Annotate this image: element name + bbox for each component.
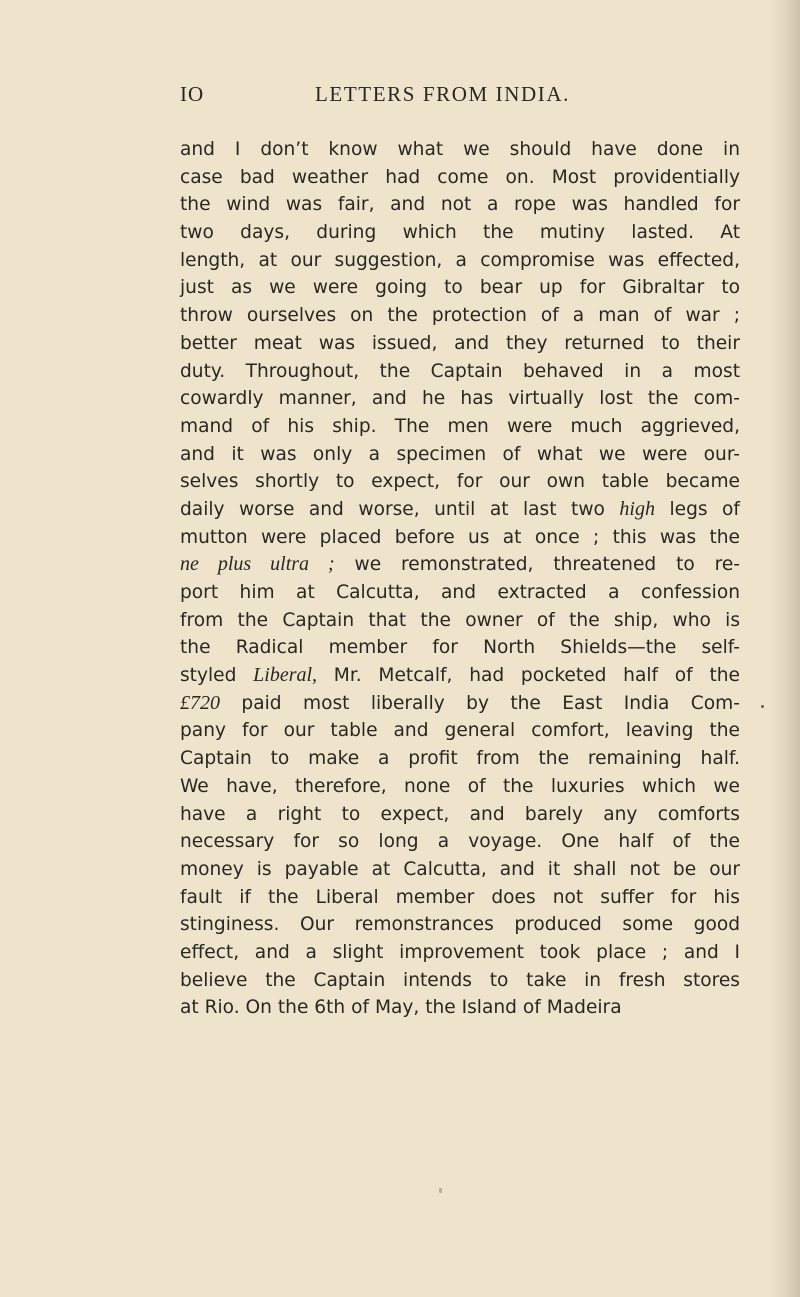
text-line: Captain to make a profit from the remaining half. bbox=[180, 748, 740, 770]
running-head bbox=[0, 82, 800, 112]
text-line: necessary for so long a voyage. One half of the bbox=[180, 831, 740, 853]
text-line bbox=[180, 551, 740, 579]
text-segment: daily worse and worse, until at last two bbox=[180, 498, 620, 520]
text-line: cowardly manner, and he has virtually lost the com- bbox=[180, 388, 740, 410]
text-line: length, at our suggestion, a compromise was effected, bbox=[180, 249, 740, 271]
text-line: just as we were going to bear up for Gibraltar to bbox=[180, 277, 740, 299]
text-line: selves shortly to expect, for our own table became bbox=[180, 471, 740, 493]
text-segment: Mr. Metcalf, had pocketed half of the bbox=[317, 665, 740, 687]
text-line: throw ourselves on the protection of a man of war ; bbox=[180, 305, 740, 327]
text-line: have a right to expect, and barely any comforts bbox=[180, 803, 740, 825]
text-line: port him at Calcutta, and extracted a confession bbox=[180, 582, 740, 603]
page-number: IO bbox=[180, 82, 205, 106]
text-line: and I don’t know what we should have done in bbox=[180, 139, 740, 160]
text-line: believe the Captain intends to take in fresh stores bbox=[180, 969, 740, 991]
text-line: case bad weather had come on. Most providentially bbox=[180, 166, 740, 188]
text-segment: we remonstrated, threatened to re- bbox=[334, 554, 741, 576]
margin-dot-mark bbox=[761, 705, 764, 708]
paper-speck bbox=[439, 1188, 442, 1193]
text-line: fault if the Liberal member does not suffer for his bbox=[180, 886, 740, 908]
text-line: better meat was issued, and they returned to their bbox=[180, 332, 740, 354]
text-line bbox=[180, 690, 740, 718]
text-line: mand of his ship. The men were much aggrieved, bbox=[180, 415, 740, 437]
text-line: from the Captain that the owner of the ship, who is bbox=[180, 609, 740, 631]
italic-word: high bbox=[619, 497, 655, 520]
italic-word: Liberal, bbox=[253, 664, 318, 687]
text-line: the Radical member for North Shields—the self- bbox=[180, 637, 740, 659]
text-line bbox=[180, 662, 740, 690]
text-line: effect, and a slight improvement took place ; and I bbox=[180, 941, 740, 963]
text-line: stinginess. Our remonstrances produced some good bbox=[180, 914, 740, 936]
text-line bbox=[180, 496, 740, 524]
running-title: LETTERS FROM INDIA. bbox=[315, 82, 570, 106]
text-line-last: at Rio. On the 6th of May, the Island of Madeira bbox=[180, 997, 622, 1019]
italic-amount: £720 bbox=[180, 691, 220, 714]
text-line: money is payable at Calcutta, and it shall not be our bbox=[180, 858, 740, 880]
text-line: the wind was fair, and not a rope was handled for bbox=[180, 194, 740, 216]
body-text bbox=[180, 136, 740, 1022]
italic-phrase: ne plus ultra ; bbox=[180, 553, 335, 576]
text-line: mutton were placed before us at once ; this was the bbox=[180, 526, 740, 548]
text-line: duty. Throughout, the Captain behaved in a most bbox=[180, 360, 740, 382]
text-segment: styled bbox=[180, 665, 254, 687]
text-line: two days, during which the mutiny lasted. At bbox=[180, 222, 740, 244]
text-segment: legs of bbox=[654, 498, 740, 520]
text-segment: paid most liberally by the East India Com- bbox=[220, 692, 740, 714]
text-line: We have, therefore, none of the luxuries which we bbox=[180, 775, 740, 797]
text-line: pany for our table and general comfort, leaving the bbox=[180, 720, 740, 742]
text-line: and it was only a specimen of what we were our- bbox=[180, 443, 740, 465]
